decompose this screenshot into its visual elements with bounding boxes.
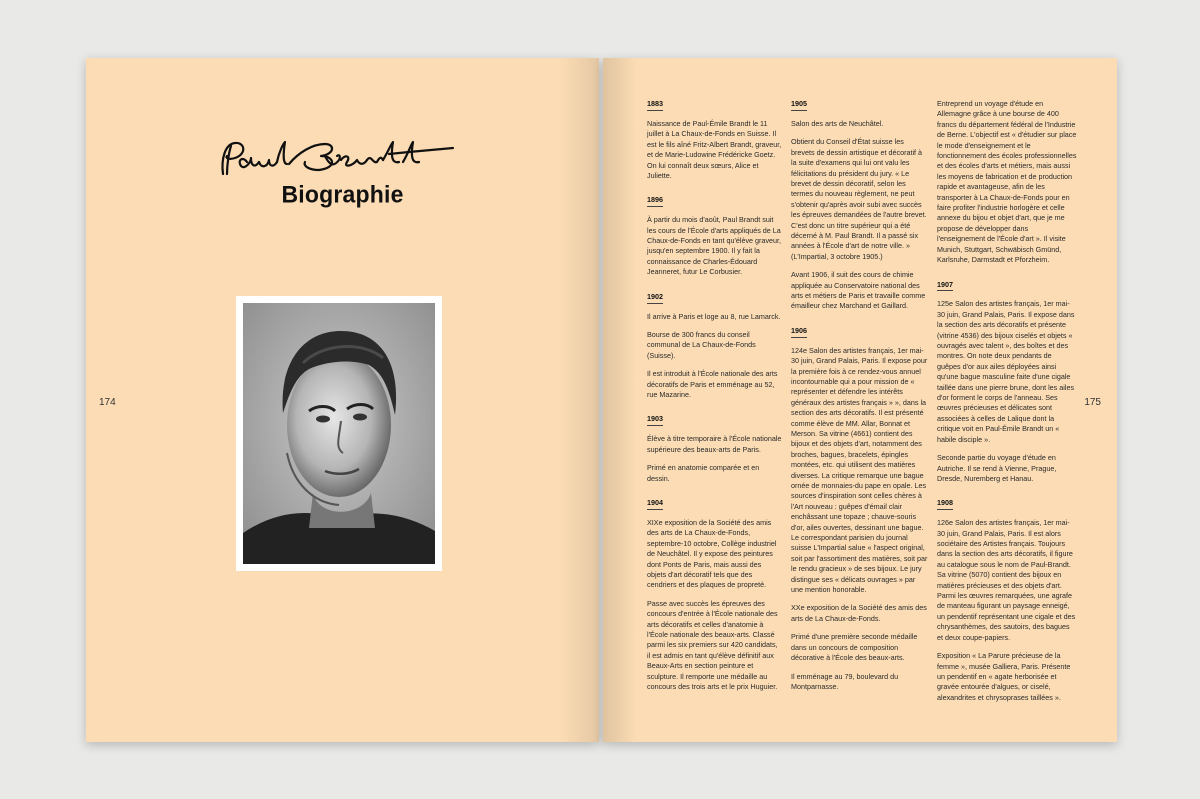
- text-column-1: [647, 99, 782, 700]
- biography-paragraph: 125e Salon des artistes français, 1er mai-30 juin, Grand Palais, Paris. Il expose dans la section des arts décoratifs et présente (vitrine 4536) des bijoux ciselés et objets « ouvragés avec talent », des boîtes et des montres. On note deux pendants de guêpes d'or aux ailes déployées ainsi qu'une bague masculine faite d'une cigale taillée dans une pierre brune, dont les ailes d'or forment le corps de l'anneau. Ses œuvres précieuses et délicates sont associées à celles de Lalique dont la critique voit en Paul-Émile Brandt un « habile disciple ».: [937, 299, 1075, 444]
- left-page: [86, 58, 599, 742]
- biography-paragraph: Il est introduit à l'École nationale des arts décoratifs de Paris et emménage au 52, rue Mazarine.: [647, 369, 778, 400]
- biography-paragraph: À partir du mois d'août, Paul Brandt suit les cours de l'École d'arts appliqués de La Chaux-de-Fonds en tant qu'élève graveur, jusqu'en septembre 1900. Il y fait la connaissance de Charles-Édouard Jeanneret, futur Le Corbusier.: [647, 215, 782, 277]
- biography-paragraph: Exposition « La Parure précieuse de la femme », musée Galliera, Paris. Présente un pendentif en « agate herborisée et gravée entourée d'algues, or ciselé, alexandrites et chrysoprases taillées ».: [937, 651, 1071, 702]
- year-heading: 1883: [647, 99, 663, 111]
- biography-paragraph: Il arrive à Paris et loge au 8, rue Lamarck.: [647, 311, 781, 321]
- biography-paragraph: Naissance de Paul-Émile Brandt le 11 juillet à La Chaux-de-Fonds en Suisse. Il est le fils aîné Fritz-Albert Brandt, graveur, et de Marie-Ludowine Frédéricke Goetz. On lui connaît deux sœurs, Alice et Juliette.: [647, 118, 782, 180]
- year-heading: 1905: [791, 99, 807, 111]
- biography-paragraph: Primé d'une première seconde médaille dans un concours de composition décorative à l'École des beaux-arts.: [791, 632, 918, 663]
- biography-paragraph: Élève à titre temporaire à l'École nationale supérieure des beaux-arts de Paris.: [647, 434, 782, 454]
- biography-paragraph: Salon des arts de Neuchâtel.: [791, 118, 884, 128]
- biography-paragraph: Avant 1906, il suit des cours de chimie appliquée au Conservatoire national des arts et métiers de Paris et travaille comme émailleur chez Marchand et Gaillard.: [791, 270, 926, 311]
- biography-paragraph: Obtient du Conseil d'État suisse les brevets de dessin artistique et décoratif à la suite d'examens qui lui ont valu les félicitations du président du jury. « Le brevet de dessin décoratif, selon les termes du nouveau règlement, ne peut s'obtenir qu'après avoir subi avec succès les épreuves demandées de l'autre brevet. C'est donc un titre supérieur qui a été décerné à M. Paul Brandt. Il a passé six années à l'École d'art de notre ville. » (L'Impartial, 3 octobre 1905.): [791, 137, 927, 261]
- signature-image: [213, 134, 463, 186]
- biography-paragraph: Passe avec succès les épreuves des concours d'entrée à l'École nationale des arts décoratifs et celles d'anatomie à l'École nationale des beaux-arts. Classé parmi les six premiers sur 420 candidats, il est admis en tant qu'élève définitif aux Beaux-Arts en section peinture et sculpture. Il remporte une médaille au concours des trois arts et le prix Huguier.: [647, 598, 778, 691]
- year-heading: 1903: [647, 414, 663, 426]
- biography-paragraph: 124e Salon des artistes français, 1er mai-30 juin, Grand Palais, Paris. Il expose pour la première fois à ce rendez-vous annuel incontournable qui a pour mission de « représenter et défendre les intérêts généraux des artistes français » », dans la section des arts décoratifs. Il est présenté comme élève de MM. Allar, Bonnat et Merson. Sa vitrine (4661) contient des bijoux et des objets d'art, notamment des broches, bagues, bracelets, épingles montées, etc. qui utilisent des matières diverses. La critique remarque une bague ornée de monnaies-du pape en opale. Les sources d'inspiration sont celles chères à l'Art nouveau : guêpes d'émail clair enchâssant une topaze ; chauve-souris d'or, ailes ouvertes, dessinant une bague. Le correspondant parisien du journal suisse L'Impartial salue « l'aspect original, soit par l'assortiment des matières, soit par le rendu gracieux » de ses bijoux. Le jury distingue ses « délicats ouvrages » par une mention honorable.: [791, 345, 928, 595]
- portrait-photo: [243, 303, 435, 564]
- page-title: Biographie: [281, 180, 404, 208]
- page-number-right: 175: [1084, 397, 1101, 408]
- biography-paragraph: Primé en anatomie comparée et en dessin.: [647, 463, 760, 483]
- book-spread: [86, 58, 1117, 742]
- text-column-3: [937, 99, 1077, 711]
- biography-paragraph: Seconde partie du voyage d'étude en Autriche. Il se rend à Vienne, Prague, Dresde, Nuremberg et Hanau.: [937, 453, 1057, 483]
- biography-paragraph: XIXe exposition de la Société des amis des arts de La Chaux-de-Fonds, septembre-10 octobre, Collège industriel de Neuchâtel. Il y expose des peintures dont Ponts de Paris, mais aussi des objets d'art décoratif tels que des cendriers et des plaques de propreté.: [647, 517, 777, 590]
- gutter-shadow-left: [559, 58, 599, 742]
- year-heading: 1904: [647, 498, 663, 510]
- year-heading: 1908: [937, 498, 953, 510]
- biography-paragraph: 126e Salon des artistes français, 1er mai-30 juin, Grand Palais, Paris. Il est alors sociétaire des Artistes français. Toujours dans la section des arts décoratifs, il figure au catalogue sous le nom de Paul-Brandt. Sa vitrine (5070) contient des bijoux en matières précieuses et des objets d'art. Parmi les œuvres remarquées, une agrafe de manteau figurant un paysage enneigé, un pendentif représentant une cigale et des chrysanthèmes, des sautoirs, des bagues et deux coupe-papiers.: [937, 518, 1076, 642]
- year-heading: 1907: [937, 280, 953, 292]
- year-heading: 1896: [647, 195, 663, 207]
- right-page: [603, 58, 1117, 742]
- portrait-photo-frame: [236, 296, 442, 571]
- gutter-shadow-right: [603, 58, 637, 742]
- biography-paragraph: Entreprend un voyage d'étude en Allemagne grâce à une bourse de 400 francs du département fédéral de l'Industrie de Berne. L'objectif est « d'étudier sur place le mode d'enseignement et le fonctionnement des écoles professionnelles et des écoles d'arts et métiers, mais aussi les moyens de fabrication et de production rapide et avantageuse, afin de les transporter à La Chaux-de-Fonds pour en faire profiter l'industrie horlogère et celle annexe du bijou et objet d'art, que je me propose de développer dans l'enseignement de l'École d'art ». Il visite Munich, Stuttgart, Schwäbisch Gmünd, Karlsruhe, Darmstadt et Pforzheim.: [937, 99, 1077, 265]
- biography-paragraph: Bourse de 300 francs du conseil communal de La Chaux-de-Fonds (Suisse).: [647, 330, 756, 360]
- biography-paragraph: Il emménage au 79, boulevard du Montparnasse.: [791, 671, 899, 691]
- text-column-2: [791, 99, 928, 700]
- year-heading: 1902: [647, 292, 663, 304]
- biography-paragraph: XXe exposition de la Société des amis des arts de La Chaux-de-Fonds.: [791, 603, 927, 623]
- page-number-left: 174: [99, 397, 116, 408]
- year-heading: 1906: [791, 326, 807, 338]
